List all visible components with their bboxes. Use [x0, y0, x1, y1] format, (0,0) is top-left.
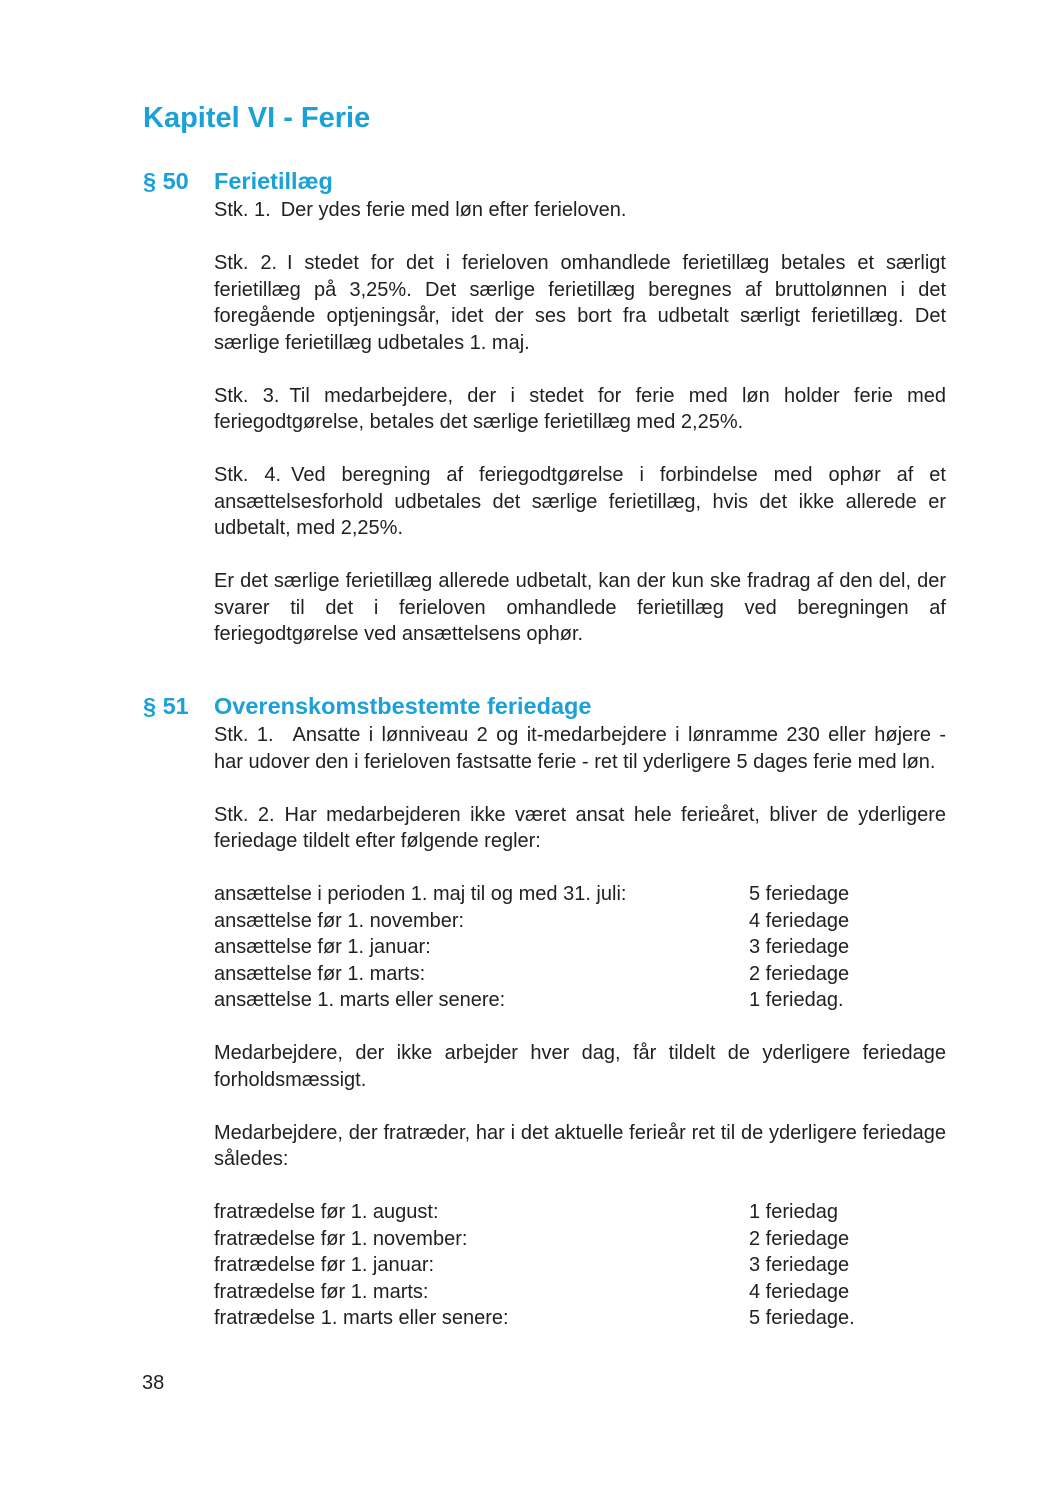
condition-cell: ansættelse før 1. januar: — [214, 936, 431, 958]
condition-cell: fratrædelse før 1. november: — [214, 1227, 468, 1250]
section-51-heading — [143, 693, 591, 719]
section-50-heading — [143, 168, 333, 194]
condition-cell: ansættelse før 1. november: — [214, 909, 465, 932]
table-row — [214, 1305, 946, 1332]
days-cell: 5 feriedage. — [749, 1307, 855, 1329]
condition-cell: fratrædelse før 1. marts: — [214, 1280, 429, 1303]
days-cell: 4 feriedage — [749, 909, 850, 932]
stk-label: Stk. 1. — [214, 199, 271, 221]
stk-label: Stk. 4. — [214, 464, 282, 486]
stk-text: Ved beregning af feriegodtgørelse i forbindelse med ophør af et ansættelsesforhold udbetales det særlige ferietillæg, hvis det ikke allerede er udbetalt, med 2,25%. — [214, 464, 946, 539]
stk-label: Stk. 2. — [214, 803, 275, 826]
section-50-number: § 50 — [143, 168, 189, 194]
table-row — [214, 908, 946, 935]
stk-text: Der ydes ferie med løn efter ferieloven. — [280, 199, 627, 221]
table-row — [214, 1279, 946, 1306]
section-51-title: Overenskomstbestemte feriedage — [214, 693, 592, 719]
chapter-title: Kapitel VI - Ferie — [143, 102, 371, 134]
table-row — [214, 881, 946, 908]
s50-stk2 — [214, 250, 946, 356]
days-cell: 4 feriedage — [749, 1280, 850, 1303]
section-50-title: Ferietillæg — [214, 168, 333, 194]
table-row — [214, 987, 946, 1014]
condition-cell: fratrædelse før 1. august: — [214, 1201, 439, 1223]
s51-leaving-paragraph: Medarbejdere, der fratræder, har i det aktuelle ferieår ret til de yderligere feriedage således: — [214, 1121, 946, 1170]
days-cell: 5 feriedage — [749, 883, 850, 905]
s51-stk1 — [214, 722, 946, 775]
s51-parttime-paragraph: Medarbejdere, der ikke arbejder hver dag, får tildelt de yderligere feriedage forholdsmæssigt. — [214, 1042, 946, 1091]
days-cell: 2 feriedage — [749, 962, 850, 985]
condition-cell: ansættelse i perioden 1. maj til og med 31. juli: — [214, 883, 627, 905]
s50-stk3 — [214, 383, 946, 436]
s50-stk4 — [214, 462, 946, 542]
table-row — [214, 934, 946, 961]
section-51-body — [214, 722, 946, 1332]
table-row — [214, 961, 946, 988]
s50-paragraph: Er det særlige ferietillæg allerede udbetalt, kan der kun ske fradrag af den del, der svarer til det i ferieloven omhandlede ferietillæg ved beregningen af feriegodtgørelse ved ansættelsens ophør. — [214, 570, 946, 645]
stk-label: Stk. 1. — [214, 724, 274, 746]
stk-text: Ansatte i lønniveau 2 og it-medarbejdere i lønramme 230 eller højere - har udover den i ferieloven fastsatte ferie - ret til yderligere 5 dages ferie med løn. — [214, 724, 946, 773]
table-row — [214, 1199, 946, 1226]
condition-cell: fratrædelse 1. marts eller senere: — [214, 1307, 509, 1329]
section-51-number: § 51 — [143, 693, 189, 719]
stk-text: Har medarbejderen ikke været ansat hele ferieåret, bliver de yderligere feriedage tildelt efter følgende regler: — [214, 803, 946, 852]
condition-cell: ansættelse før 1. marts: — [214, 962, 426, 985]
stk-label: Stk. 2. — [214, 252, 277, 274]
days-cell: 1 feriedag — [749, 1201, 838, 1223]
stk-text: I stedet for det i ferieloven omhandlede ferietillæg betales et særligt ferietillæg på 3,25%. Det særlige ferietillæg beregnes af bruttolønnen i det foregående optjeningsår, idet der ses bort fra udbetalt særligt ferietillæg. Det særlige ferietillæg udbetales 1. maj. — [214, 252, 946, 354]
resignation-days-table — [214, 1199, 946, 1332]
stk-text: Til medarbejdere, der i stedet for ferie med løn holder ferie med feriegodtgørelse, betales det særlige ferietillæg med 2,25%. — [214, 384, 946, 433]
page-number: 38 — [142, 1372, 165, 1394]
table-row — [214, 1226, 946, 1253]
days-cell: 1 feriedag. — [749, 989, 844, 1011]
days-cell: 3 feriedage — [749, 936, 850, 958]
section-50-body — [214, 197, 946, 648]
days-cell: 3 feriedage — [749, 1254, 850, 1276]
days-cell: 2 feriedage — [749, 1227, 850, 1250]
condition-cell: ansættelse 1. marts eller senere: — [214, 989, 506, 1011]
stk-label: Stk. 3. — [214, 384, 280, 407]
employment-days-table — [214, 881, 946, 1014]
s51-stk2 — [214, 802, 946, 855]
table-row — [214, 1252, 946, 1279]
s50-stk1 — [214, 197, 946, 224]
condition-cell: fratrædelse før 1. januar: — [214, 1254, 435, 1276]
